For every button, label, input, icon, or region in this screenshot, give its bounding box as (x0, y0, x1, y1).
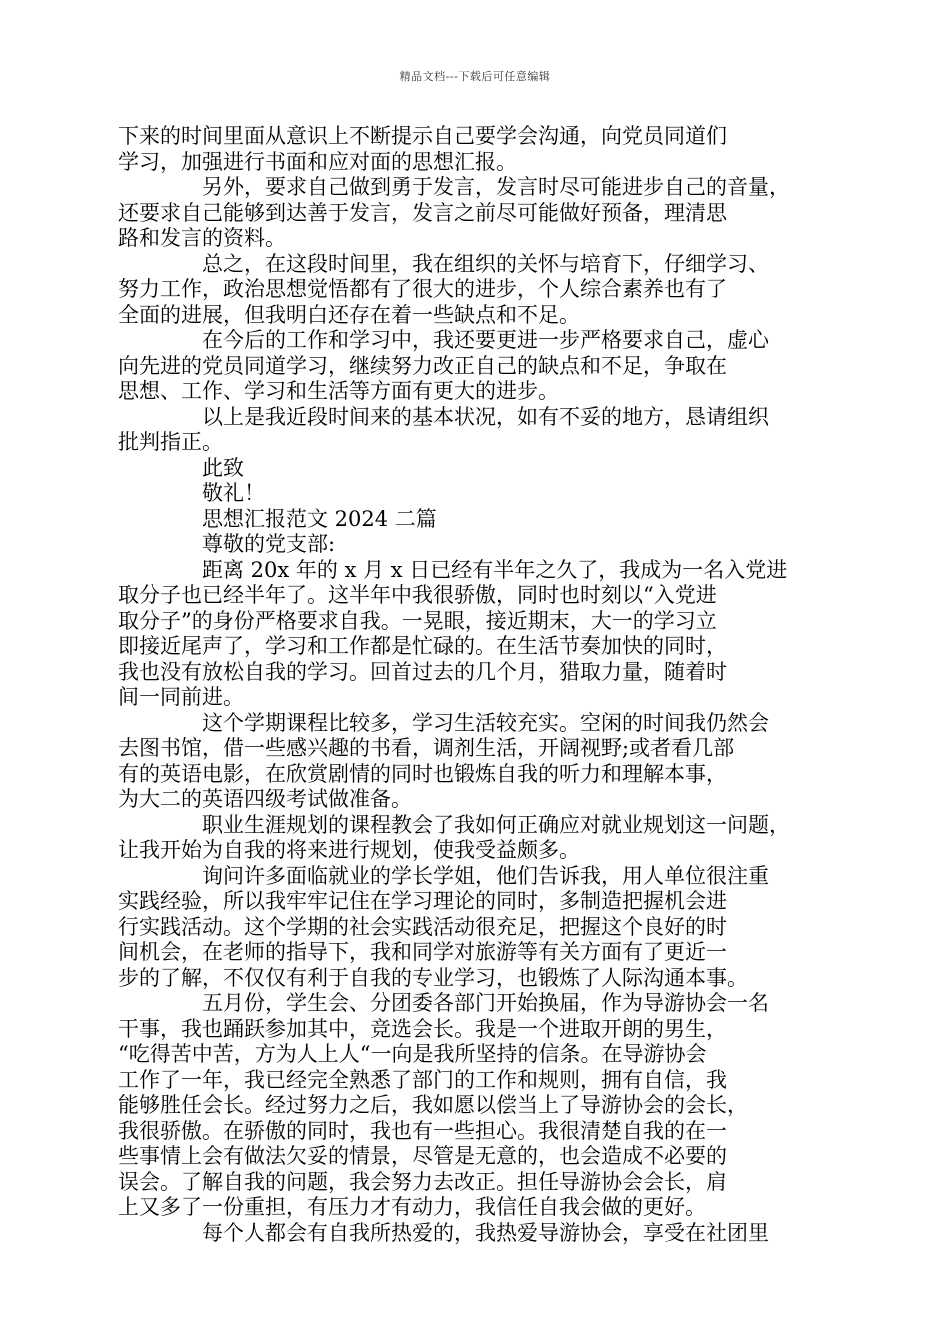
text-line: 思想、工作、学习和生活等方面有更大的进步。 (118, 379, 559, 403)
text-line: 间机会，在老师的指导下，我和同学对旅游等有关方面有了更近一 (118, 940, 727, 964)
text-line: 工作了一年，我已经完全熟悉了部门的工作和规则，拥有自信，我 (118, 1067, 727, 1092)
text-line: 全面的进展，但我明白还存在着一些缺点和不足。 (118, 302, 580, 327)
text-line: 每个人都会有自我所热爱的，我热爱导游协会，享受在社团里 (202, 1220, 769, 1245)
text-line: 批判指正。 (118, 430, 223, 454)
text-line: 这个学期课程比较多，学习生活较充实。空闲的时间我仍然会 (202, 710, 769, 735)
text-line: 取分子”的身份严格要求自我。一晃眼，接近期末，大一的学习立 (118, 608, 717, 633)
text-line: 去图书馆，借一些感兴趣的书看，调剂生活，开阔视野;或者看几部 (118, 736, 735, 760)
text-line: 我也没有放松自我的学习。回首过去的几个月，猎取力量，随着时 (118, 659, 727, 684)
text-line: 学习，加强进行书面和应对面的思想汇报。 (118, 149, 517, 174)
text-line: 实践经验，所以我牢牢记住在学习理论的同时，多制造把握机会进 (118, 889, 727, 913)
text-line: 我很骄傲。在骄傲的同时，我也有一些担心。我很清楚自我的在一 (118, 1118, 727, 1143)
text-line: 努力工作，政治思想觉悟都有了很大的进步，个人综合素养也有了 (118, 277, 727, 301)
text-line: 另外，要求自己做到勇于发言，发言时尽可能进步自己的音量， (202, 175, 790, 199)
text-line: 向先进的党员同道学习，继续努力改正自己的缺点和不足，争取在 (118, 353, 727, 378)
text-line: 路和发言的资料。 (118, 226, 286, 250)
text-line: 距离 20x 年的 x 月 x 日已经有半年之久了，我成为一名入党进 (202, 557, 788, 582)
text-line: 敬礼！ (202, 481, 265, 505)
document-body (118, 124, 818, 1246)
text-line: 有的英语电影，在欣赏剧情的同时也锻炼自我的听力和理解本事， (118, 761, 727, 786)
text-line: 上又多了一份重担，有压力才有动力，我信任自我会做的更好。 (118, 1195, 706, 1219)
text-line: 误会。了解自我的问题，我会努力去改正。担任导游协会会长，肩 (118, 1169, 727, 1194)
text-line: 取分子也已经半年了。这半年中我很骄傲，同时也时刻以“入党进 (118, 583, 717, 607)
text-line: 还要求自己能够到达善于发言，发言之前尽可能做好预备，理清思 (118, 200, 727, 225)
text-line: 步的了解，不仅仅有利于自我的专业学习，也锻炼了人际沟通本事。 (118, 965, 748, 990)
text-line: 些事情上会有做法欠妥的情景，尽管是无意的，也会造成不必要的 (118, 1144, 727, 1168)
text-line: 询问许多面临就业的学长学姐，他们告诉我，用人单位很注重 (202, 863, 769, 888)
text-line: 能够胜任会长。经过努力之后，我如愿以偿当上了导游协会的会长， (118, 1093, 748, 1117)
document-header-note: 精品文档---下载后可任意编辑 (399, 70, 551, 83)
text-line: 让我开始为自我的将来进行规划，使我受益颇多。 (118, 838, 580, 862)
text-line: 尊敬的党支部: (202, 532, 336, 556)
text-line: 下来的时间里面从意识上不断提示自己要学会沟通，向党员同道们 (118, 124, 727, 148)
text-line: “吃得苦中苦，方为人上人“一向是我所坚持的信条。在导游协会 (118, 1042, 707, 1066)
text-line: 思想汇报范文 2024 二篇 (202, 506, 437, 531)
text-line: 为大二的英语四级考试做准备。 (118, 787, 412, 811)
text-line: 即接近尾声了，学习和工作都是忙碌的。在生活节奏加快的同时， (118, 634, 727, 658)
text-line: 五月份，学生会、分团委各部门开始换届，作为导游协会一名 (202, 991, 769, 1015)
text-line: 间一同前进。 (118, 685, 244, 709)
text-line: 此致 (202, 455, 244, 480)
text-line: 职业生涯规划的课程教会了我如何正确应对就业规划这一问题， (202, 812, 790, 837)
text-line: 干事，我也踊跃参加其中，竞选会长。我是一个进取开朗的男生， (118, 1016, 727, 1041)
text-line: 以上是我近段时间来的基本状况，如有不妥的地方，恳请组织 (202, 404, 769, 429)
text-line: 总之，在这段时间里，我在组织的关怀与培育下，仔细学习、 (202, 251, 769, 276)
text-line: 在今后的工作和学习中，我还要更进一步严格要求自己，虚心 (202, 328, 769, 352)
text-line: 行实践活动。这个学期的社会实践活动很充足，把握这个良好的时 (118, 914, 727, 939)
